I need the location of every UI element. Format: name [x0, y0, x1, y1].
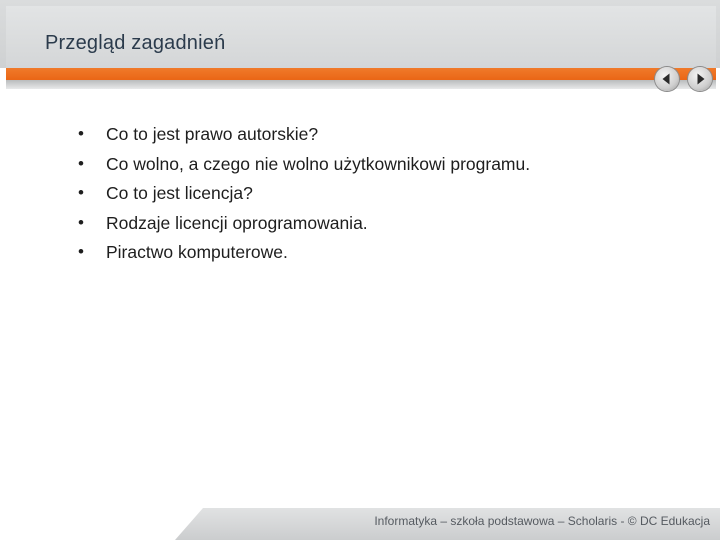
list-item-text: Co wolno, a czego nie wolno użytkownikowi programu. [106, 153, 531, 174]
bullet-marker: • [78, 183, 84, 202]
slide-title: Przegląd zagadnień [45, 32, 226, 54]
header-divider [6, 80, 716, 89]
bullet-marker: • [78, 124, 84, 143]
list-item-text: Co to jest licencja? [106, 183, 253, 203]
chevron-right-icon [688, 67, 712, 91]
bullet-marker: • [78, 153, 84, 173]
bullet-marker: • [78, 242, 84, 261]
list-item-text: Co to jest prawo autorskie? [106, 124, 319, 144]
list-item-text: Rodzaje licencji oprogramowania. [106, 212, 368, 233]
chevron-left-icon [655, 67, 679, 91]
previous-slide-button[interactable] [655, 67, 679, 91]
accent-bar [6, 68, 716, 80]
list-item-text: Piractwo komputerowe. [106, 242, 288, 262]
next-slide-button[interactable] [688, 67, 712, 91]
bullet-marker: • [78, 212, 84, 232]
footer-text: Informatyka – szkoła podstawowa – Scholaris - © DC Edukacja [374, 514, 710, 528]
